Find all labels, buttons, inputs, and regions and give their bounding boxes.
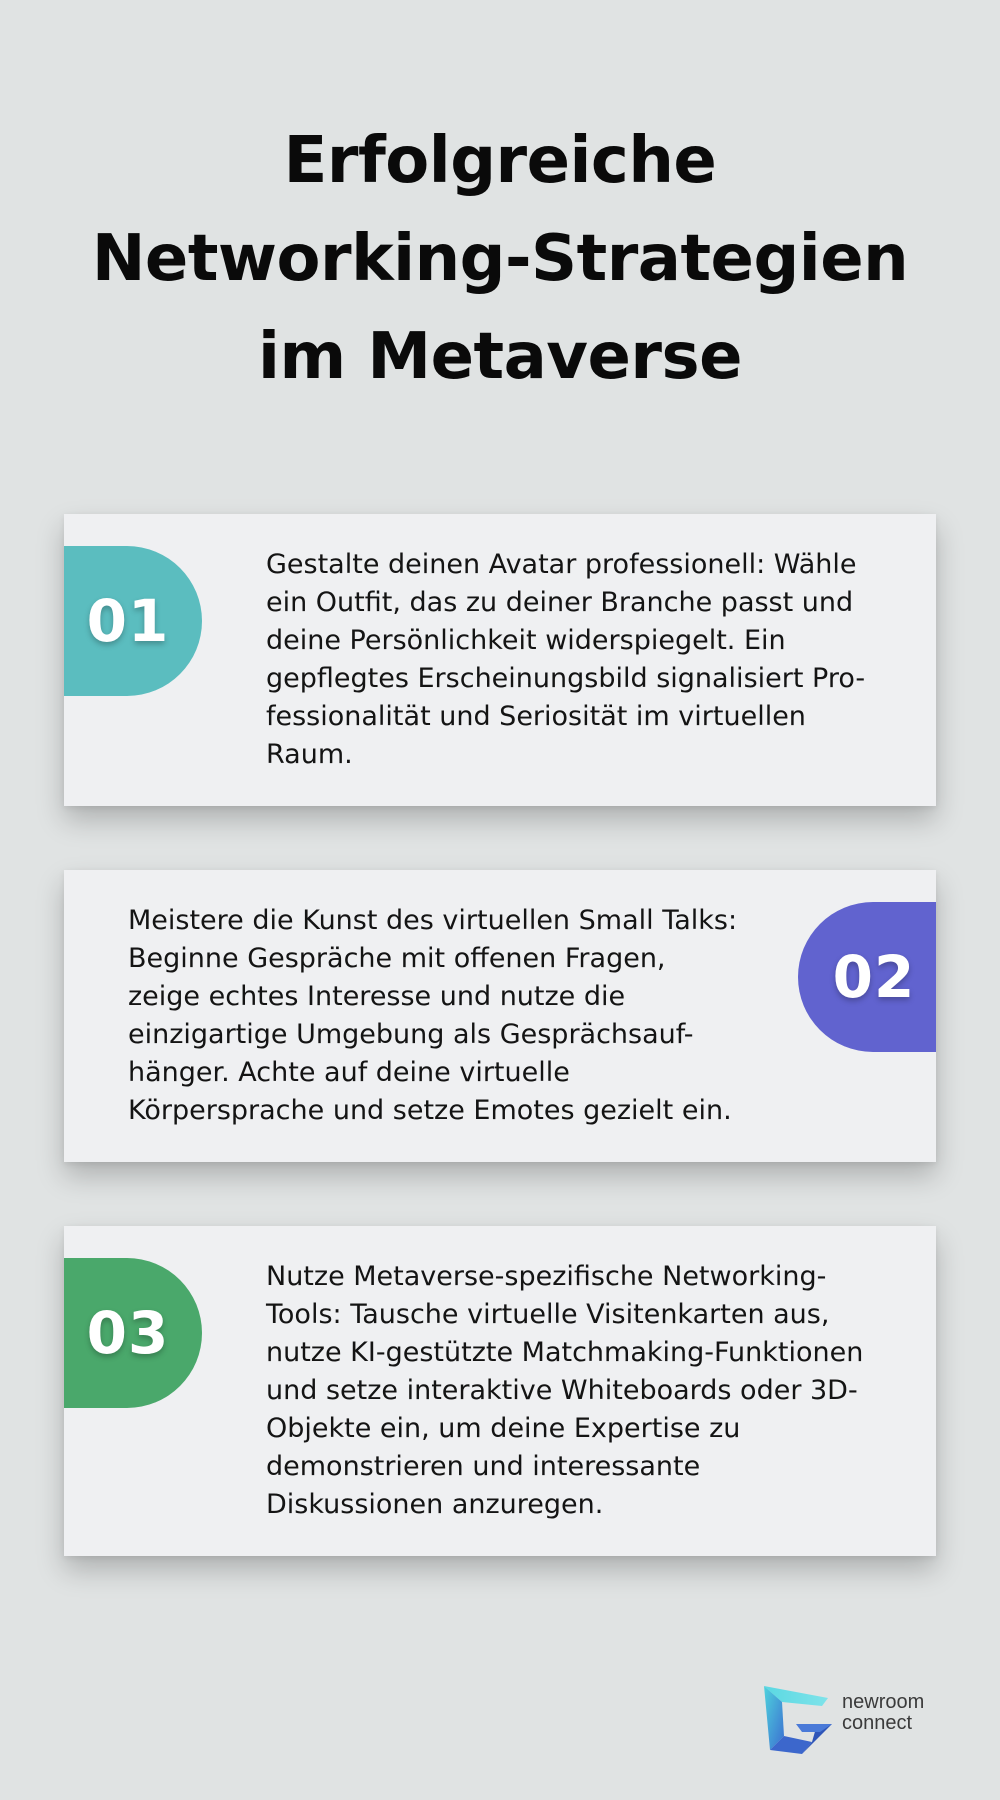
text-line: deine Persönlichkeit widerspiegelt. Ein (266, 625, 786, 656)
text-line: Diskussionen anzuregen. (266, 1489, 604, 1520)
title-line: im Metaverse (258, 320, 742, 394)
text-line: Tools: Tausche virtuelle Visitenkarten aus, (266, 1299, 830, 1330)
strategy-card-2 (64, 870, 936, 1162)
logo-text-line: connect (842, 1712, 913, 1734)
strategy-description (266, 1258, 863, 1524)
text-line: Gestalte deinen Avatar professionell: Wähle (266, 549, 857, 580)
text-line: Nutze Metaverse-spezifische Networking- (266, 1261, 827, 1292)
text-line: gepflegtes Erscheinungsbild signalisiert Pro- (266, 663, 866, 694)
logo-text-line: newroom (842, 1691, 925, 1713)
step-number-badge: 01 (64, 546, 202, 696)
logo-wordmark (842, 1692, 924, 1734)
strategy-card-3 (64, 1226, 936, 1556)
text-line: zeige echtes Interesse und nutze die (128, 981, 626, 1012)
title-line: Networking-Strategien (91, 222, 909, 296)
text-line: Meistere die Kunst des virtuellen Small Talks: (128, 905, 738, 936)
newroom-connect-logo-icon (762, 1684, 838, 1756)
title-line: Erfolgreiche (283, 124, 717, 198)
strategy-description (128, 902, 737, 1130)
page-title (50, 112, 950, 406)
strategy-description (266, 546, 865, 774)
text-line: Beginne Gespräche mit offenen Fragen, (128, 943, 666, 974)
step-number-badge: 02 (798, 902, 936, 1052)
text-line: nutze KI-gestützte Matchmaking-Funktionen (266, 1337, 864, 1368)
text-line: Objekte ein, um deine Expertise zu (266, 1413, 741, 1444)
text-line: Raum. (266, 739, 353, 770)
text-line: hänger. Achte auf deine virtuelle (128, 1057, 570, 1088)
brand-logo (762, 1684, 942, 1756)
text-line: Körpersprache und setze Emotes gezielt ein. (128, 1095, 732, 1126)
text-line: ein Outfit, das zu deiner Branche passt und (266, 587, 854, 618)
text-line: fessionalität und Seriosität im virtuellen (266, 701, 806, 732)
strategy-card-1 (64, 514, 936, 806)
text-line: und setze interaktive Whiteboards oder 3D- (266, 1375, 858, 1406)
text-line: einzigartige Umgebung als Gesprächsauf- (128, 1019, 694, 1050)
step-number-badge: 03 (64, 1258, 202, 1408)
text-line: demonstrieren und interessante (266, 1451, 701, 1482)
